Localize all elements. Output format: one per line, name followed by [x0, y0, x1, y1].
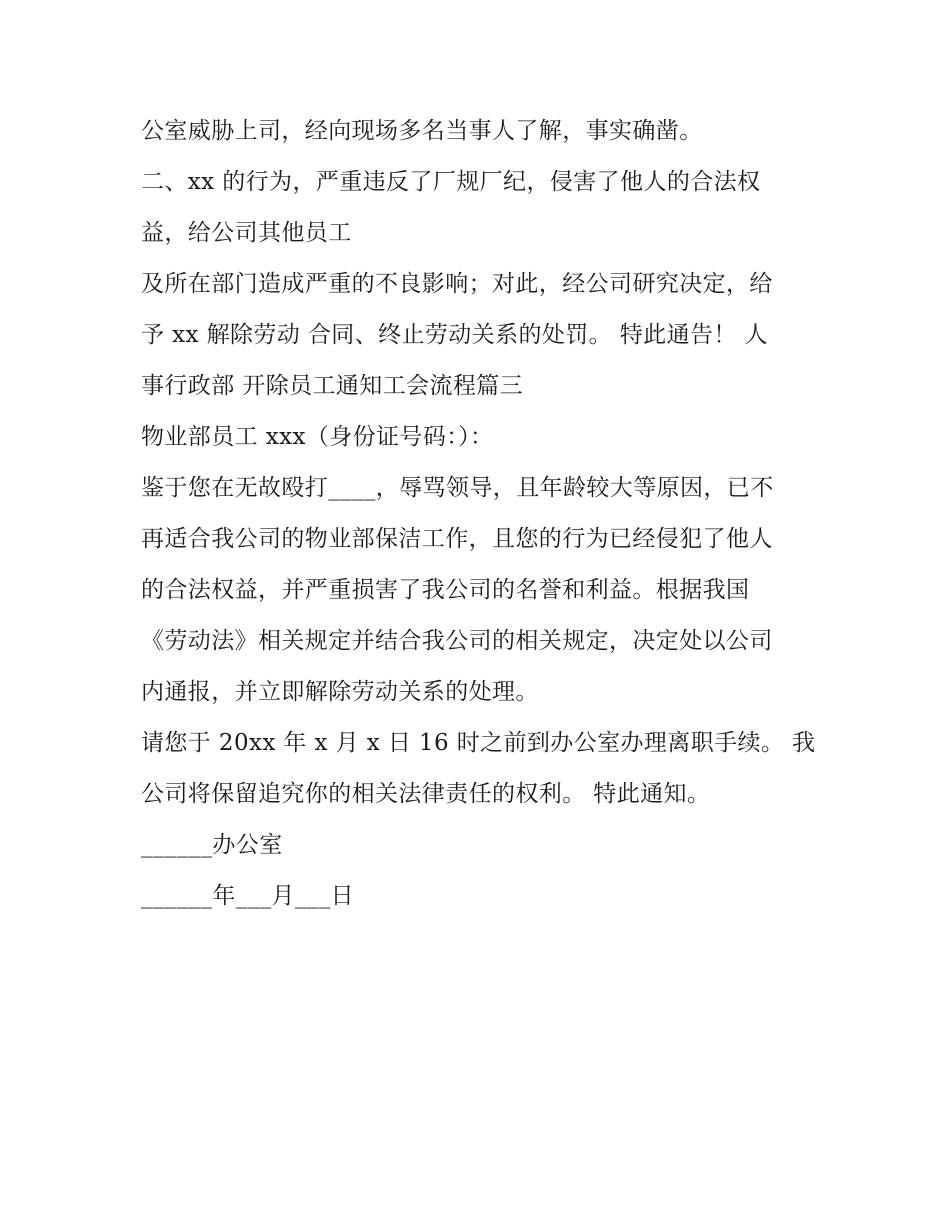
section-heading: 事行政部 开除员工通知工会流程篇三: [141, 373, 524, 399]
signature-date: ______年___月___日: [141, 883, 354, 909]
text-line: 益，给公司其他员工: [141, 220, 352, 246]
text-line: 再适合我公司的物业部保洁工作，且您的行为已经侵犯了他人: [141, 526, 773, 552]
text-line: 《劳动法》相关规定并结合我公司的相关规定，决定处以公司: [141, 628, 773, 654]
text-line: 鉴于您在无故殴打____，辱骂领导，且年龄较大等原因，已不: [141, 475, 774, 501]
addressee-line: 物业部员工 xxx（身份证号码：）：: [141, 424, 494, 450]
text-line: 公司将保留追究你的相关法律责任的权利。 特此通知。: [141, 781, 711, 807]
text-line: 予 xx 解除劳动 合同、终止劳动关系的处罚。 特此通告！ 人: [141, 322, 768, 348]
signature-office: ______办公室: [141, 832, 283, 858]
text-line: 公室威胁上司，经向现场多名当事人了解，事实确凿。: [141, 118, 703, 144]
document-body: [141, 106, 821, 922]
text-line: 及所在部门造成严重的不良影响；对此，经公司研究决定，给: [141, 271, 773, 297]
text-line: 请您于 20xx 年 x 月 x 日 16 时之前到办公室办理离职手续。 我: [141, 730, 816, 756]
text-line: 内通报，并立即解除劳动关系的处理。: [141, 679, 539, 705]
text-line: 二、xx 的行为，严重违反了厂规厂纪，侵害了他人的合法权: [141, 169, 761, 195]
text-line: 的合法权益，并严重损害了我公司的名誉和利益。根据我国: [141, 577, 750, 603]
